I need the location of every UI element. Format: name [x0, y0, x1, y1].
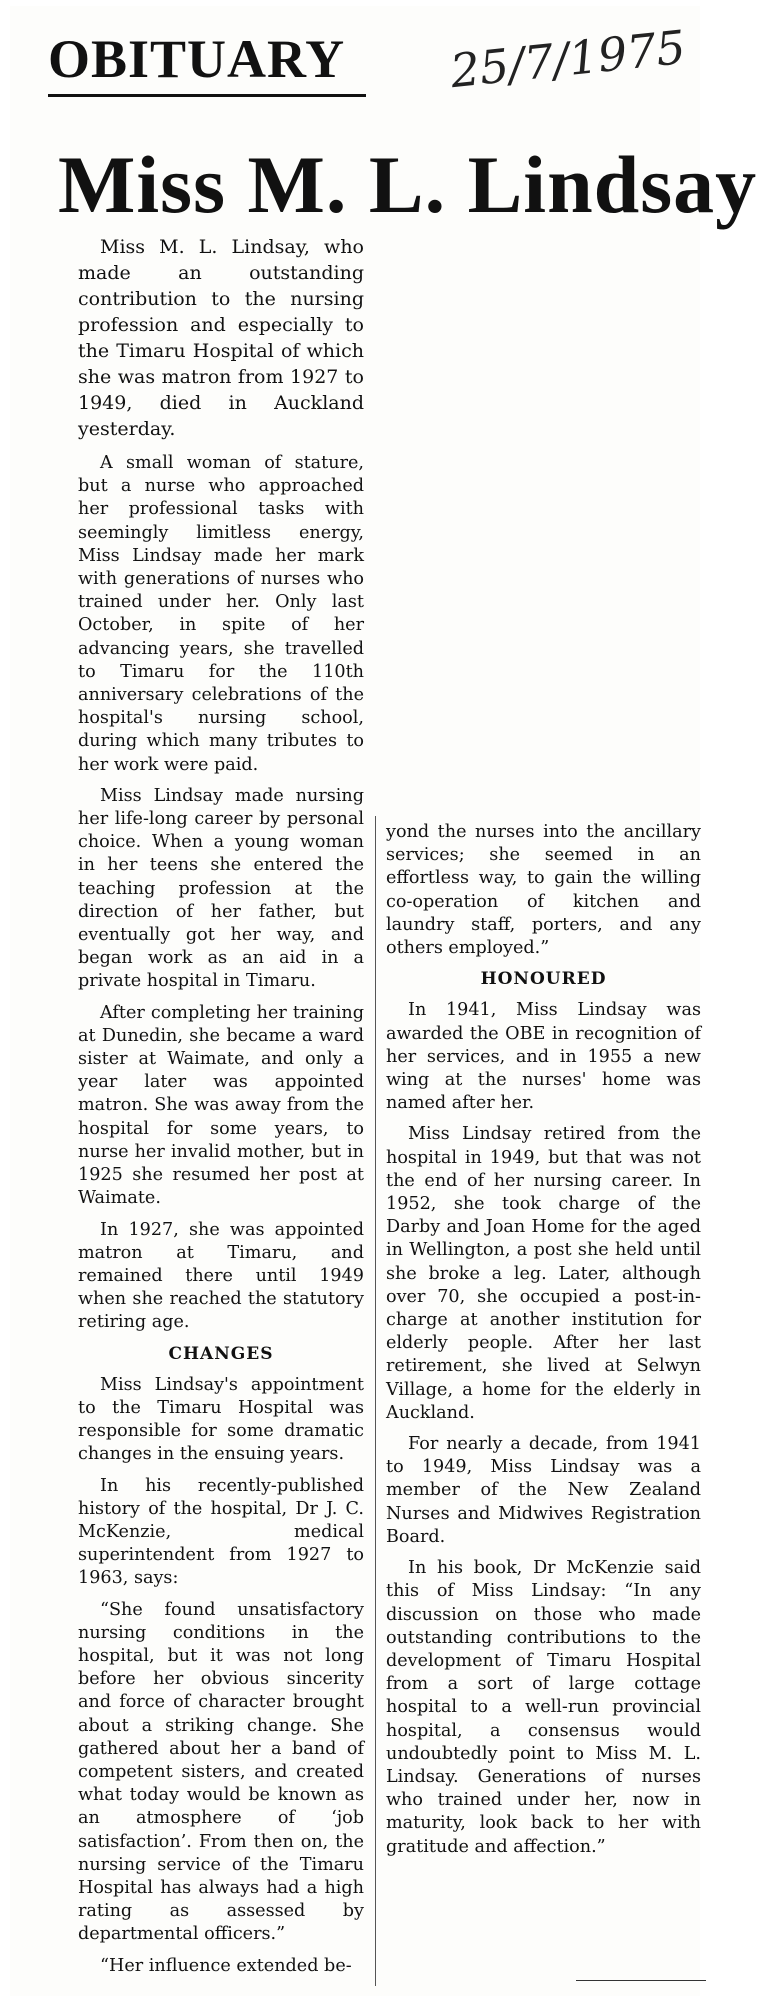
subhead-honoured: HONOURED — [480, 969, 607, 990]
paragraph: Miss Lindsay retired from the hospital in 1949, but that was not the end of her nursing career. In 1952, she took charge of the Darby and Joan Home for the aged in Wellington, a post she held until she broke a leg. Later, although over 70, she occupied a post-in-charge at another institution for elderly people. After her last retirement, she lived at Selwyn Village, a home for the elderly in Auckland. — [386, 1124, 701, 1423]
newspaper-clipping — [10, 6, 758, 1996]
subhead-changes: CHANGES — [168, 1343, 274, 1364]
paragraph: Miss Lindsay made nursing her life-long career by personal choice. When a young woman in her teens she entered the teaching profession at the direction of her father, but eventually got her way, and began work as an aid in a private hospital in Timaru. — [78, 785, 364, 992]
paragraph-continued: yond the nurses into the ancillary services; she seemed in an effortless way, to gain the willing co-operation of kitchen and laundry staff, porters, and any others employed.” — [386, 822, 701, 959]
paragraph: A small woman of stature, but a nurse who approached her professional tasks with seemingly limitless energy, Miss Lindsay made her mark with generations of nurses who trained under her. Only last October, in spite of her advancing years, she travelled to Timaru for the 110th anniversary celebrations of the hospital's nursing school, during which many tributes to her work were paid. — [78, 453, 364, 775]
kicker-underline — [48, 94, 366, 97]
end-rule — [576, 1980, 706, 1981]
paragraph: After completing her training at Dunedin, she became a ward sister at Waimate, and only a year later was appointed matron. She was away from the hospital for some years, to nurse her invalid mother, but in 1925 she resumed her post at Waimate. — [78, 1002, 364, 1209]
article-column-1 — [78, 234, 364, 1986]
paragraph: “Her influence extended be- — [100, 1955, 352, 1976]
paragraph: For nearly a decade, from 1941 to 1949, Miss Lindsay was a member of the New Zealand Nurses and Midwives Registration Board. — [386, 1434, 701, 1547]
lead-paragraph: Miss M. L. Lindsay, who made an outstanding contribution to the nursing profession and especially to the Timaru Hospital of which she was matron from 1927 to 1949, died in Auckland yesterday. — [78, 236, 364, 440]
handwritten-date: 25/7/1975 — [447, 19, 689, 99]
headline: Miss M. L. Lindsay — [58, 139, 758, 230]
article-column-2 — [386, 821, 701, 1867]
paragraph: In his recently-published history of the hospital, Dr J. C. McKenzie, medical superintendent from 1927 to 1963, says: — [78, 1475, 364, 1589]
paragraph: In 1927, she was appointed matron at Timaru, and remained there until 1949 when she reached the statutory retiring age. — [78, 1219, 364, 1333]
paragraph: In his book, Dr McKenzie said this of Miss Lindsay: “In any discussion on those who made outstanding contributions to the development of Timaru Hospital from a sort of large cottage hospital to a well-run provincial hospital, a consensus would undoubtedly point to Miss M. L. Lindsay. Generations of nurses who trained under her, now in maturity, look back to her with gratitude and affection.” — [386, 1558, 701, 1857]
paragraph: Miss Lindsay's appointment to the Timaru Hospital was responsible for some dramatic changes in the ensuing years. — [78, 1374, 364, 1465]
column-divider — [375, 816, 376, 1986]
section-kicker: OBITUARY — [48, 29, 346, 89]
paragraph: “She found unsatisfactory nursing conditions in the hospital, but it was not long before her obvious sincerity and force of character brought about a striking change. She gathered about her a band of competent sisters, and created what today would be known as an atmosphere of ‘job satisfaction’. From then on, the nursing service of the Timaru Hospital has always had a high rating as assessed by departmental officers.” — [78, 1599, 364, 1945]
paragraph: In 1941, Miss Lindsay was awarded the OBE in recognition of her services, and in 1955 a new wing at the nurses' home was named after her. — [386, 1000, 701, 1114]
